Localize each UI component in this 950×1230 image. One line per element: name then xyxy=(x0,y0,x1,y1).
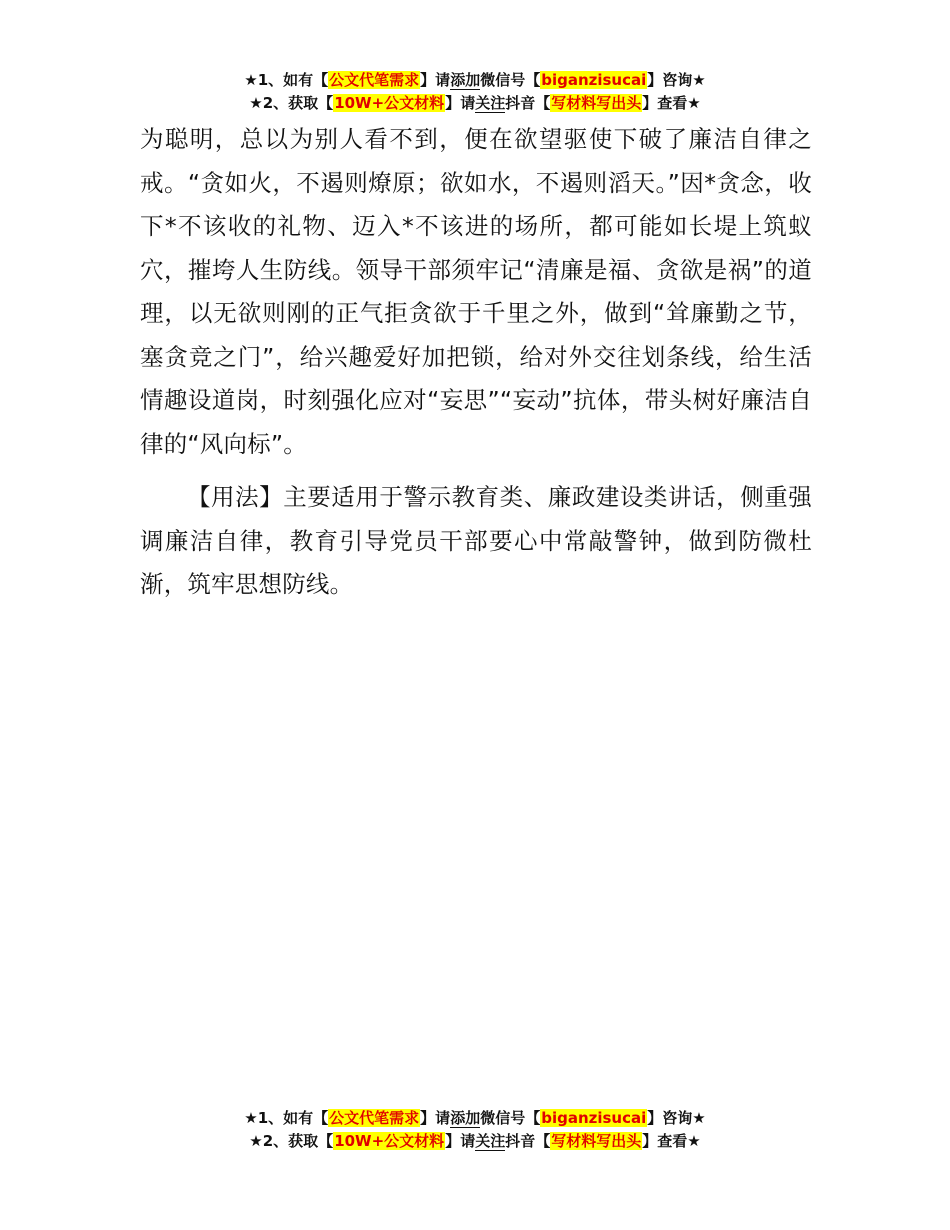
footer-line-1-prefix: ★1、如有【 xyxy=(244,1109,329,1127)
footer-douyin-highlight: 写材料写出头 xyxy=(551,1132,642,1150)
header-line-2-mid2: 抖音【 xyxy=(505,94,551,112)
footer-wechat-id-highlight: biganzisucai xyxy=(541,1109,647,1127)
footer-banner xyxy=(0,1107,950,1153)
footer-ghostwriting-highlight: 公文代笔需求 xyxy=(329,1109,420,1127)
footer-line-2-mid2: 抖音【 xyxy=(505,1132,551,1150)
footer-follow-underlined: 关注 xyxy=(475,1132,506,1150)
footer-line-1-mid: 】请 xyxy=(420,1109,451,1127)
footer-line-1 xyxy=(0,1107,950,1130)
header-douyin-highlight: 写材料写出头 xyxy=(551,94,642,112)
header-line-1-suffix: 】咨询★ xyxy=(647,71,706,89)
header-ghostwriting-highlight: 公文代笔需求 xyxy=(329,71,420,89)
header-wechat-id-highlight: biganzisucai xyxy=(541,71,647,89)
header-line-2-prefix: ★2、获取【 xyxy=(249,94,334,112)
header-follow-underlined: 关注 xyxy=(475,94,506,112)
header-line-1 xyxy=(0,69,950,92)
body-paragraph-1: 为聪明，总以为别人看不到，便在欲望驱使下破了廉洁自律之戒。“贪如火，不遏则燎原；欲如水，不遏则滔天。”因*贪念，收下*不该收的礼物、迈入*不该进的场所，都可能如长堤上筑蚁穴，摧垮人生防线。领导干部须牢记“清廉是福、贪欲是祸”的道理，以无欲则刚的正气拒贪欲于千里之外，做到“耸廉勤之节，塞贪竞之门”，给兴趣爱好加把锁，给对外交往划条线，给生活情趣设道岗，时刻强化应对“妄思”“妄动”抗体，带头树好廉洁自律的“风向标”。 xyxy=(140,125,812,458)
document-body xyxy=(140,118,812,607)
body-paragraph-usage: 【用法】主要适用于警示教育类、廉政建设类讲话，侧重强调廉洁自律，教育引导党员干部要心中常敲警钟，做到防微杜渐，筑牢思想防线。 xyxy=(140,483,812,598)
header-line-1-mid: 】请 xyxy=(420,71,451,89)
header-line-2-mid: 】请 xyxy=(445,94,476,112)
footer-line-1-suffix: 】咨询★ xyxy=(647,1109,706,1127)
header-line-2-suffix: 】查看★ xyxy=(642,94,701,112)
footer-line-2-mid: 】请 xyxy=(445,1132,476,1150)
footer-add-underlined: 添加 xyxy=(450,1109,481,1127)
header-line-1-prefix: ★1、如有【 xyxy=(244,71,329,89)
footer-line-2-suffix: 】查看★ xyxy=(642,1132,701,1150)
footer-line-2-prefix: ★2、获取【 xyxy=(249,1132,334,1150)
footer-line-2 xyxy=(0,1130,950,1153)
header-banner xyxy=(0,69,950,115)
header-line-2 xyxy=(0,92,950,115)
header-line-1-mid2: 微信号【 xyxy=(480,71,541,89)
footer-line-1-mid2: 微信号【 xyxy=(480,1109,541,1127)
header-materials-highlight: 10W+公文材料 xyxy=(334,94,445,112)
header-add-underlined: 添加 xyxy=(450,71,481,89)
footer-materials-highlight: 10W+公文材料 xyxy=(334,1132,445,1150)
